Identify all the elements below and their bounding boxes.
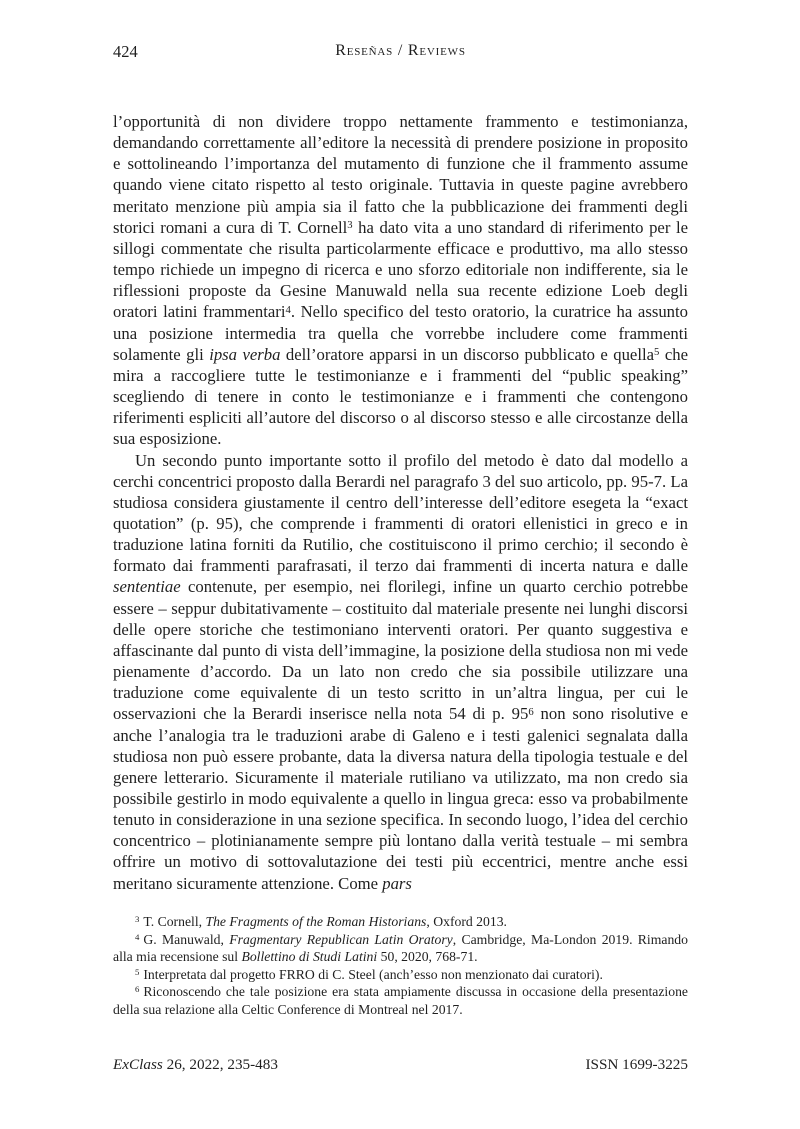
page-header <box>113 42 688 64</box>
footnote-4 <box>113 931 688 966</box>
footnote-5-text: Interpretata dal progetto FRRO di C. Steel (anch’esso non menzionato dai curatori). <box>143 966 603 982</box>
footnote-3-text: T. Cornell, The Fragments of the Roman Historians, Oxford 2013. <box>143 914 507 929</box>
footnote-3 <box>113 913 688 931</box>
footnote-4-text: G. Manuwald, Fragmentary Republican Latin Oratory, Cambridge, Ma-London 2019. Rimando alla mia recensione sul Bollettino di Studi Latini 50, 2020, 768-71. <box>113 931 688 965</box>
page-number: 424 <box>113 42 138 61</box>
journal-citation: ExClass 26, 2022, 235-483 <box>113 1056 278 1073</box>
footnote-5 <box>113 966 688 984</box>
page-footer <box>113 1056 688 1074</box>
footnote-6-text: Riconoscendo che tale posizione era stata ampiamente discussa in occasione della presentazione della sua relazione alla Celtic Conference di Montreal nel 2017. <box>113 984 688 1017</box>
body-paragraph-2: Un secondo punto importante sotto il profilo del metodo è dato dal modello a cerchi concentrici proposto dalla Berardi nel paragrafo 3 del suo articolo, pp. 95-7. La studiosa considera giustamente il centro dell’interesse dell’editore esegeta la “exact quotation” (p. 95), che comprende i frammenti di oratori ellenistici in greco e in traduzione latina forniti da Rutilio, che costituiscono il primo cerchio; il secondo è formato dai frammenti parafrasati, il terzo dai frammenti di incerta natura e dalle sententiae contenute, per esempio, nei florilegi, infine un quarto cerchio potrebbe essere – seppur dubitativamente – costituito dal materiale presente nei lunghi discorsi delle opere storiche che testimoniano interventi oratori. Per quanto suggestiva e affascinante dal punto di vista dell’immagine, la posizione della studiosa non mi vede pienamente d’accordo. Da un lato non credo che sia possibile utilizzare una traduzione come equivalente di un testo scritto in un’altra lingua, per cui le osservazioni che la Berardi inserisce nella nota 54 di p. $95^6$ non sono risolutive e anche l’analogia tra le traduzioni arabe di Galeno e i testi galenici segnalata dalla studiosa non può essere probante, data la diversa natura della tipologia testuale e del genere letterario. Sicuramente il materiale rutiliano va utilizzato, ma non credo sia possibile gestirlo in modo equivalente a quello in lingua greca: esso va probabilmente tenuto in considerazione in una sezione specifica. In secondo luogo, l’idea del cerchio concentrico – plotinianamente sempre più lontano dalla verità testuale – mi sembra offrire un motivo di sottovalutazione dei testi più eccentrici, mentre anche essi meritano sicuramente attenzione. Come pars <box>113 450 688 893</box>
review-body <box>113 111 688 894</box>
footnote-6-number: 6 <box>135 984 140 995</box>
running-title: Reseñas / Reviews <box>335 42 466 59</box>
footnote-6 <box>113 983 688 1018</box>
footnote-5-number: 5 <box>135 966 140 977</box>
footnote-4-number: 4 <box>135 931 140 942</box>
footnotes-block <box>113 913 688 1019</box>
body-paragraph-1: l’opportunità di non dividere troppo nettamente frammento e testimonianza, demandando correttamente all’editore la necessità di prendere posizione in proposito e sottolineando l’importanza del mutamento di funzione che il frammento assume quando viene citato rispetto al testo originale. Tuttavia in queste pagine avrebbero meritato menzione più ampia sia il fatto che la pubblicazione dei frammenti degli storici romani a cura di T. Cornell$^3$ ha dato vita a uno standard di riferimento per le sillogi commentate che risulta particolarmente efficace e produttivo, ma allo stesso tempo richiede un impegno di ricerca e uno sforzo editoriale non indifferente, sia le riflessioni proposte da Gesine Manuwald nella sua recente edizione Loeb degli oratori latini frammentari$^4$. Nello specifico del testo oratorio, la curatrice ha assunto una posizione intermedia tra quella che vorrebbe includere come frammenti solamente gli ipsa verba dell’oratore apparsi in un discorso pubblicato e quella$^5$ che mira a raccogliere tutte le testimonianze e i frammenti del “public speaking” scegliendo di tenere in conto le testimonianze e i frammenti che contengono riferimenti espliciti all’autore del discorso o al discorso stesso e alle circostanze della sua esposizione. <box>113 112 688 449</box>
footnote-3-number: 3 <box>135 914 140 925</box>
issn: ISSN 1699-3225 <box>585 1056 688 1073</box>
